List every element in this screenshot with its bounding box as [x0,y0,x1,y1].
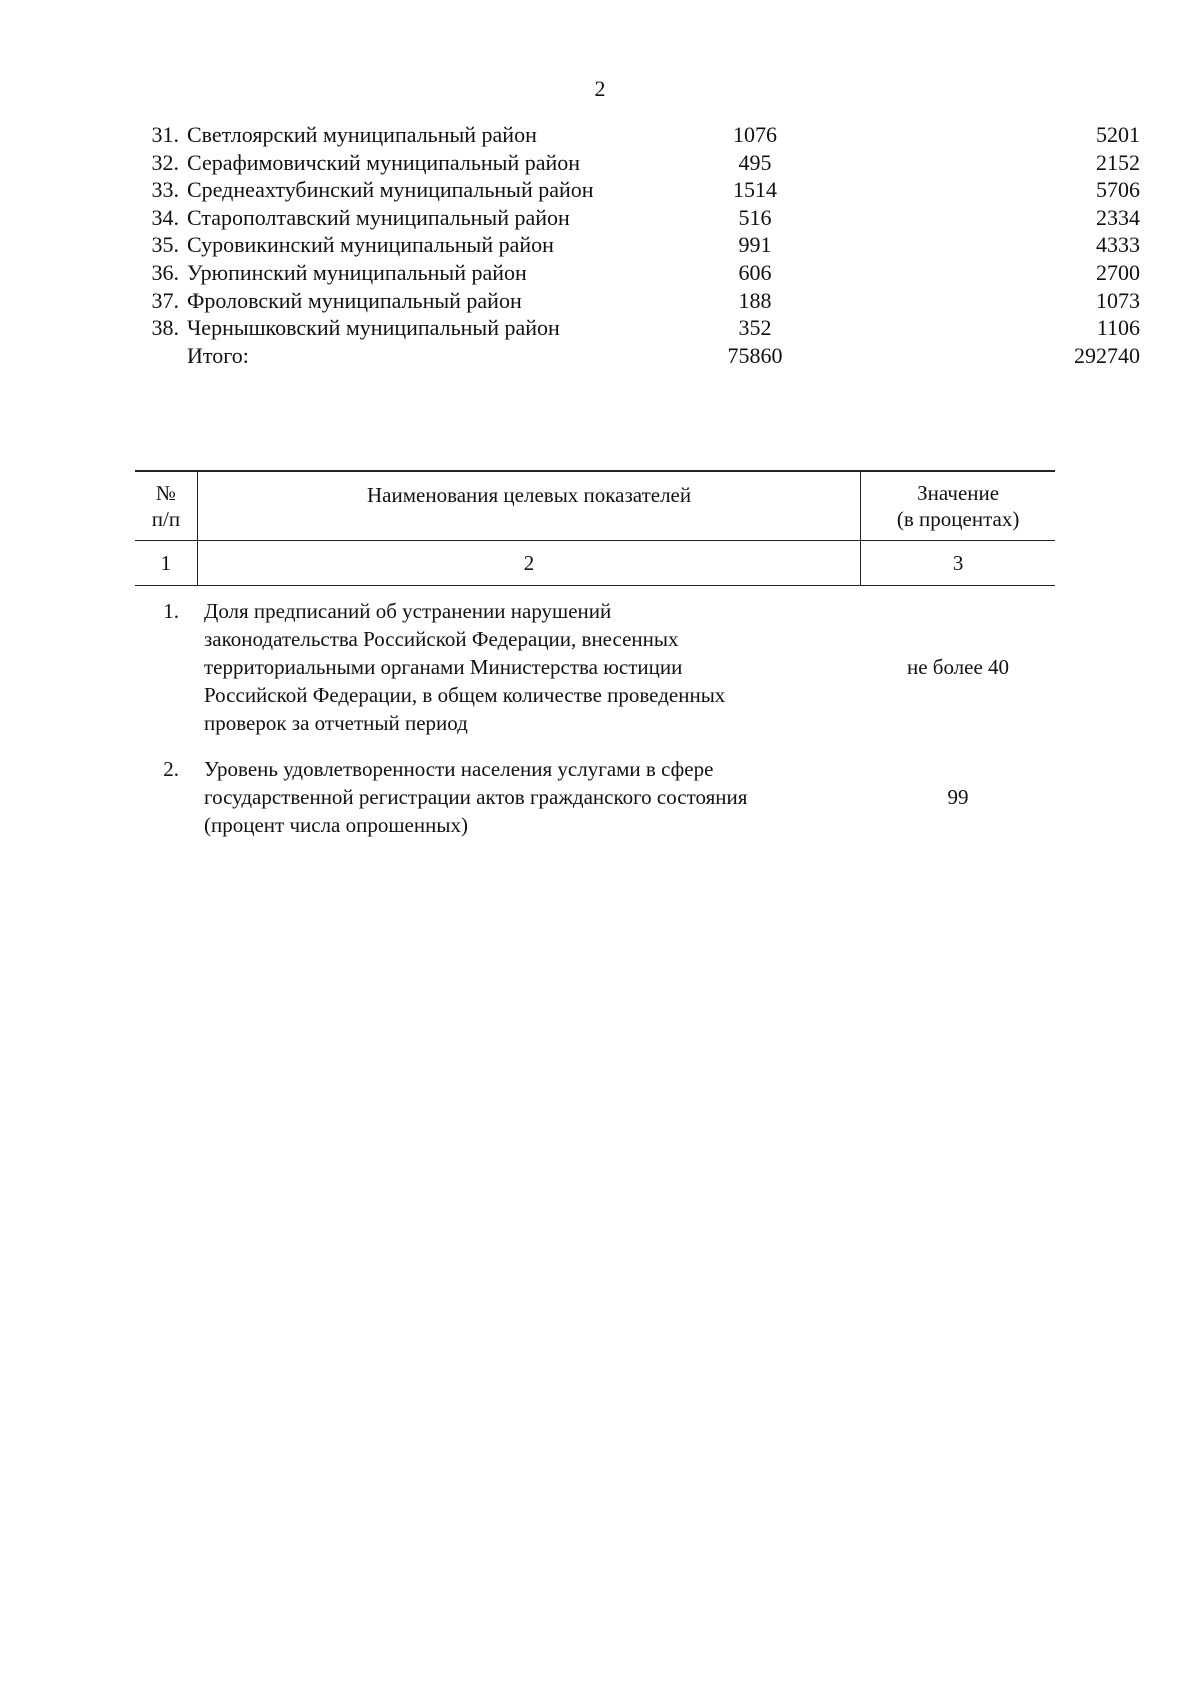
value-1: 516 [738,204,772,230]
indicator-line: государственной регистрации актов гражданского состояния [204,785,748,809]
total-value-1: 75860 [727,342,783,368]
column-number-row [135,541,1055,586]
district-row [135,231,1140,259]
indicator-number: 1. [163,599,179,623]
indicator-number: 2. [163,757,179,781]
value-1: 188 [738,287,772,313]
indicator-line: законодательства Российской Федерации, внесенных [204,627,679,651]
district-name: Среднеахтубинский муниципальный район [187,177,594,203]
value-1: 991 [738,232,772,258]
district-row [135,259,1140,287]
district-row [135,287,1140,315]
district-list [135,121,1140,369]
district-row [135,176,1140,204]
district-name: Фроловский муниципальный район [187,287,522,313]
indicator-row [135,755,1055,839]
district-name: Урюпинский муниципальный район [187,259,527,285]
row-number: 32. [151,149,179,175]
column-number: 1 [135,541,197,586]
row-number: 33. [151,177,179,203]
district-row [135,204,1140,232]
value-2: 1106 [1096,315,1140,341]
row-number: 31. [151,122,179,147]
indicator-line: (процент числа опрошенных) [204,813,468,837]
page-number: 2 [594,76,606,101]
total-row [135,342,1140,370]
indicator-line: Доля предписаний об устранении нарушений [204,599,612,623]
district-name: Суровикинский муниципальный район [187,232,554,258]
value-2: 2700 [1096,259,1140,285]
column-number: 3 [861,541,1055,586]
row-number: 38. [151,315,179,341]
district-name: Светлоярский муниципальный район [187,122,537,147]
district-row [135,121,1140,149]
indicator-line: проверок за отчетный период [204,711,468,735]
total-label: Итого: [187,342,249,368]
header-value [861,471,1055,541]
district-row [135,314,1140,342]
indicator-text [204,755,844,839]
table-header-row [135,471,1055,541]
header-number-abbr: п/п [151,507,181,531]
indicator-table-header [135,470,1055,586]
value-2: 5706 [1096,177,1140,203]
district-name: Чернышковский муниципальный район [187,315,560,341]
header-name-text: Наименования целевых показателей [367,483,692,507]
value-2: 1073 [1096,287,1140,313]
header-name [197,471,860,541]
header-value-line2: (в процентах) [896,507,1020,531]
row-number: 37. [151,287,179,313]
value-1: 1514 [733,177,777,203]
indicator-row [135,597,1055,737]
indicator-line: Уровень удовлетворенности населения услугами в сфере [204,757,714,781]
indicator-text [204,597,844,737]
value-2: 5201 [1096,122,1140,147]
value-2: 2334 [1096,204,1140,230]
row-number: 34. [151,204,179,230]
header-value-line1: Значение [917,481,1000,505]
column-number: 2 [197,541,860,586]
district-row [135,149,1140,177]
value-2: 2152 [1096,149,1140,175]
header-number [135,471,197,541]
value-1: 495 [738,149,772,175]
district-name: Старополтавский муниципальный район [187,204,570,230]
header-number-symbol: № [155,481,176,505]
indicator-value: 99 [947,785,969,809]
value-1: 352 [738,315,772,341]
indicator-value: не более 40 [906,655,1010,679]
district-name: Серафимовичский муниципальный район [187,149,581,175]
value-1: 606 [738,259,772,285]
total-value-2: 292740 [1074,342,1140,368]
value-2: 4333 [1096,232,1140,258]
indicator-line: территориальными органами Министерства юстиции [204,655,683,679]
row-number: 36. [151,259,179,285]
value-1: 1076 [733,122,777,147]
row-number: 35. [151,232,179,258]
indicator-line: Российской Федерации, в общем количестве проведенных [204,683,726,707]
